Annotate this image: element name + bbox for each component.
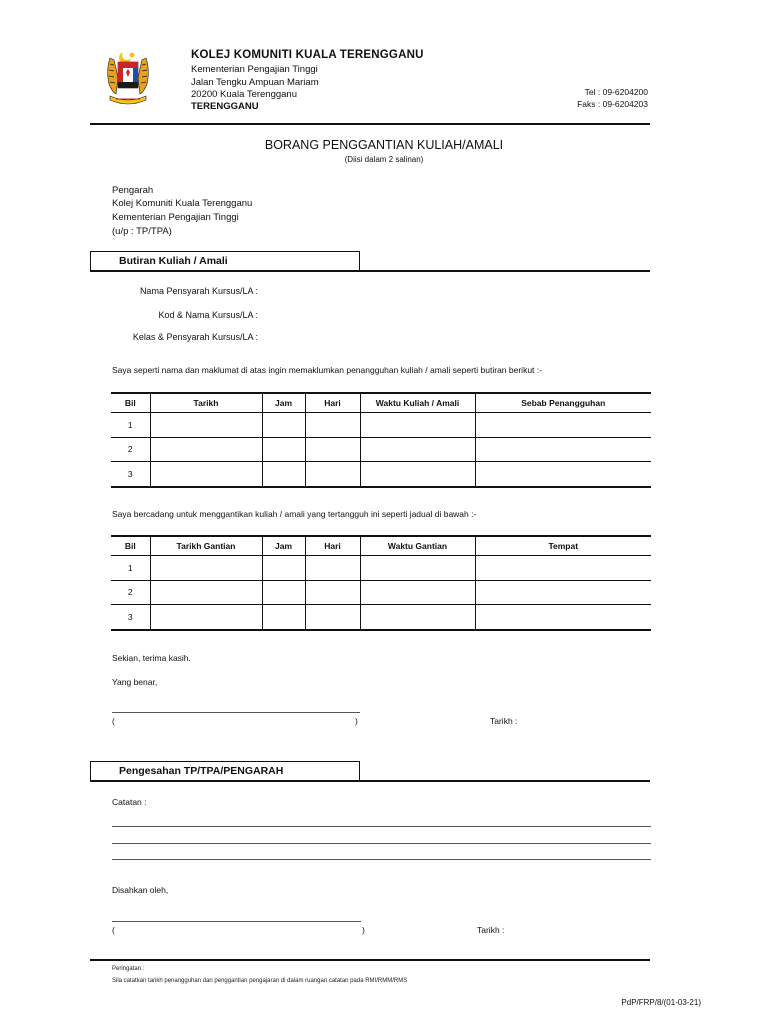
- col-header-tarikh-gantian: Tarikh Gantian: [150, 536, 262, 556]
- org-name: KOLEJ KOMUNITI KUALA TERENGGANU: [191, 49, 424, 61]
- cell-hari[interactable]: [305, 413, 360, 438]
- cell-tempat[interactable]: [475, 556, 651, 581]
- warning-label: Peringatan :: [112, 966, 145, 972]
- footer-divider: [90, 959, 650, 961]
- form-subtitle: (Diisi dalam 2 salinan): [344, 155, 424, 164]
- table-row: [111, 462, 651, 487]
- cell-hari[interactable]: [305, 580, 360, 605]
- document-code: PdP/FRP/8/(01-03-21): [621, 998, 701, 1007]
- lecturer-name-label: Nama Pensyarah Kursus/LA :: [139, 286, 258, 296]
- cell-hari[interactable]: [305, 437, 360, 462]
- fax-line: Faks : 09-6204203: [577, 99, 648, 109]
- table-row: [111, 413, 651, 438]
- ministry-line: Kementerian Pengajian Tinggi: [191, 64, 318, 75]
- cell-sebab[interactable]: [475, 437, 651, 462]
- cell-hari[interactable]: [305, 462, 360, 487]
- cell-hari[interactable]: [305, 605, 360, 630]
- form-title: BORANG PENGGANTIAN KULIAH/AMALI: [264, 138, 504, 152]
- cell-jam[interactable]: [262, 605, 305, 630]
- col-header-waktu-gantian: Waktu Gantian: [360, 536, 475, 556]
- section-heading-box-details: [90, 251, 360, 271]
- class-lecturer-label: Kelas & Pensyarah Kursus/LA :: [132, 332, 258, 342]
- table-row: [111, 556, 651, 581]
- cell-jam[interactable]: [262, 580, 305, 605]
- cell-hari[interactable]: [305, 556, 360, 581]
- cell-waktu-gantian[interactable]: [360, 556, 475, 581]
- cell-sebab[interactable]: [475, 413, 651, 438]
- cell-tarikh-gantian[interactable]: [150, 605, 262, 630]
- row-number: 2: [111, 580, 150, 605]
- replacement-statement: Saya bercadang untuk menggantikan kuliah / amali yang tertangguh ini seperti jadual di bawah :-: [112, 509, 477, 519]
- notes-line-3[interactable]: [112, 859, 651, 860]
- cell-tempat[interactable]: [475, 580, 651, 605]
- postponement-table: [111, 392, 651, 488]
- name-paren-open: (: [112, 716, 115, 726]
- approval-date-label: Tarikh :: [477, 925, 505, 935]
- row-number: 1: [111, 556, 150, 581]
- street-line: Jalan Tengku Ampuan Mariam: [191, 77, 319, 88]
- cell-waktu-gantian[interactable]: [360, 605, 475, 630]
- section-divider-details: [90, 270, 650, 272]
- col-header-waktu: Waktu Kuliah / Amali: [360, 393, 475, 413]
- cell-waktu[interactable]: [360, 462, 475, 487]
- recipient-line-4: (u/p : TP/TPA): [112, 226, 172, 237]
- approval-paren-close: ): [362, 925, 365, 935]
- cell-tarikh-gantian[interactable]: [150, 556, 262, 581]
- date-label: Tarikh :: [490, 716, 518, 726]
- section-heading-approval: Pengesahan TP/TPA/PENGARAH: [119, 765, 284, 777]
- col-header-jam: Jam: [262, 536, 305, 556]
- col-header-hari: Hari: [305, 393, 360, 413]
- cell-jam[interactable]: [262, 462, 305, 487]
- section-divider-approval: [90, 780, 650, 782]
- tel-line: Tel : 09-6204200: [584, 87, 648, 97]
- closing-thanks: Sekian, terima kasih.: [112, 653, 191, 663]
- table-row: [111, 580, 651, 605]
- closing-yours: Yang benar,: [112, 677, 158, 687]
- cell-waktu[interactable]: [360, 437, 475, 462]
- table-row: [111, 605, 651, 630]
- col-header-jam: Jam: [262, 393, 305, 413]
- section-heading-details: Butiran Kuliah / Amali: [119, 255, 228, 267]
- cell-tarikh-gantian[interactable]: [150, 580, 262, 605]
- notes-line-1[interactable]: [112, 826, 651, 827]
- section-heading-box-approval: [90, 761, 360, 781]
- warning-text: Sila catatkan tarikh penangguhan dan penggantian pengajaran di dalam ruangan catatan pada RMI/RMM/RMS: [112, 978, 408, 984]
- cell-sebab[interactable]: [475, 462, 651, 487]
- col-header-sebab: Sebab Penangguhan: [475, 393, 651, 413]
- recipient-line-1: Pengarah: [112, 185, 154, 196]
- table-row: [111, 437, 651, 462]
- cell-tempat[interactable]: [475, 605, 651, 630]
- notes-line-2[interactable]: [112, 843, 651, 844]
- approval-signature-line[interactable]: [112, 921, 361, 922]
- cell-jam[interactable]: [262, 437, 305, 462]
- name-paren-close: ): [355, 716, 358, 726]
- recipient-line-3: Kementerian Pengajian Tinggi: [112, 212, 239, 223]
- coat-of-arms-logo: [104, 48, 152, 106]
- cell-jam[interactable]: [262, 413, 305, 438]
- course-code-label: Kod & Nama Kursus/LA :: [158, 310, 258, 320]
- row-number: 2: [111, 437, 150, 462]
- state-line: TERENGGANU: [191, 101, 259, 112]
- cell-tarikh[interactable]: [150, 462, 262, 487]
- signature-line[interactable]: [112, 712, 360, 713]
- col-header-tarikh: Tarikh: [150, 393, 262, 413]
- cell-tarikh[interactable]: [150, 413, 262, 438]
- row-number: 3: [111, 462, 150, 487]
- col-header-tempat: Tempat: [475, 536, 651, 556]
- cell-tarikh[interactable]: [150, 437, 262, 462]
- recipient-line-2: Kolej Komuniti Kuala Terengganu: [112, 198, 253, 209]
- row-number: 3: [111, 605, 150, 630]
- col-header-bil: Bil: [111, 536, 150, 556]
- cell-waktu[interactable]: [360, 413, 475, 438]
- approval-paren-open: (: [112, 925, 115, 935]
- notes-label: Catatan :: [112, 797, 147, 807]
- header-divider: [90, 123, 650, 125]
- postcode-line: 20200 Kuala Terengganu: [191, 89, 298, 100]
- cell-jam[interactable]: [262, 556, 305, 581]
- replacement-table: [111, 535, 651, 631]
- row-number: 1: [111, 413, 150, 438]
- approved-by-label: Disahkan oleh,: [112, 885, 169, 895]
- postponement-statement: Saya seperti nama dan maklumat di atas ingin memaklumkan penangguhan kuliah / amali seperti butiran berikut :-: [112, 365, 542, 375]
- col-header-bil: Bil: [111, 393, 150, 413]
- col-header-hari: Hari: [305, 536, 360, 556]
- cell-waktu-gantian[interactable]: [360, 580, 475, 605]
